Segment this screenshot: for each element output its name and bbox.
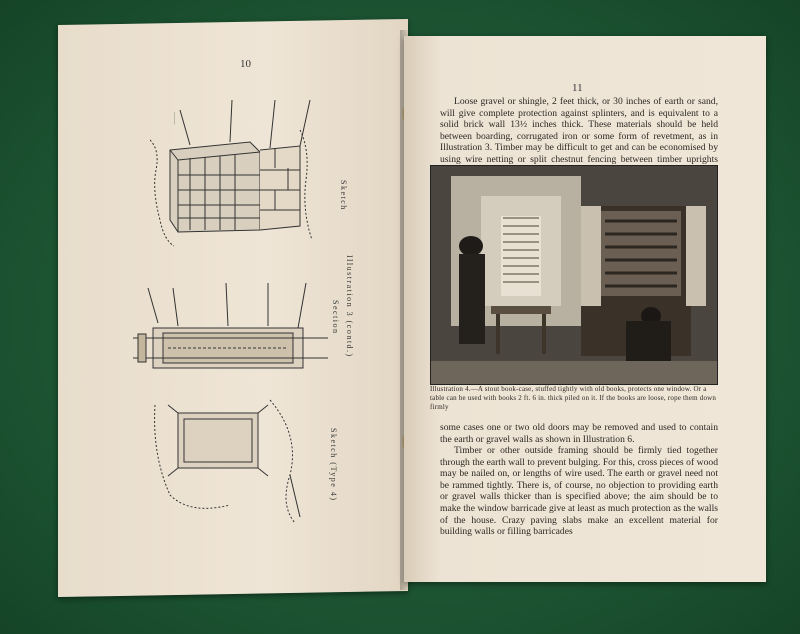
right-page-number: 11 bbox=[572, 82, 583, 94]
sketch-note: _____ bbox=[173, 112, 178, 125]
sketch-type4-label: Sketch (Type 4) bbox=[329, 428, 338, 502]
photo-caption: Illustration 4.—A stout book-case, stuffed tightly with old books, protects one window. Or a table can be used with books 2 ft. 6 in. thick piled on it. If the books are loose, rope them down firmly bbox=[430, 385, 717, 411]
section-drawing bbox=[128, 278, 338, 378]
bookcase-photograph bbox=[430, 165, 718, 385]
section-label: Section bbox=[331, 300, 340, 335]
paragraph-top: Loose gravel or shingle, 2 feet thick, or 30 inches of earth or sand, will give complete protection against splinters, and is equivalent to a solid brick wall 13½ inches thick. These materials should be held between boarding, corrugated iron or some form of revetment, as in Illustration 3. Timber may be difficult to get and can be economised by using wire netting or split chestnut fencing between timber uprights bbox=[440, 96, 718, 165]
sketch-label-top: Sketch bbox=[339, 180, 348, 211]
paragraph-bottom-1: some cases one or two old doors may be removed and used to contain the earth or gravel walls as shown in Illustration 6. bbox=[440, 422, 718, 445]
illustration-label: Illustration 3 (contd.) bbox=[345, 255, 354, 358]
type4-sketch-drawing bbox=[150, 395, 320, 525]
photo-scene bbox=[431, 166, 717, 384]
paragraph-bottom-2: Timber or other outside framing should be firmly tied together through the earth wall to prevent bulging. For this, cross pieces of wood may be nailed on, or lengths of wire used. The earth or gravel need not be rammed tightly. There is, of course, no objection to providing earth or gravel walls thicker than is specified above; the aim should be to make the window barricade give at least as much protection as the walls of the house. Crazy paving slabs make an excellent material for building walls or filling barricades bbox=[440, 445, 718, 538]
left-page-number: 10 bbox=[240, 58, 251, 70]
